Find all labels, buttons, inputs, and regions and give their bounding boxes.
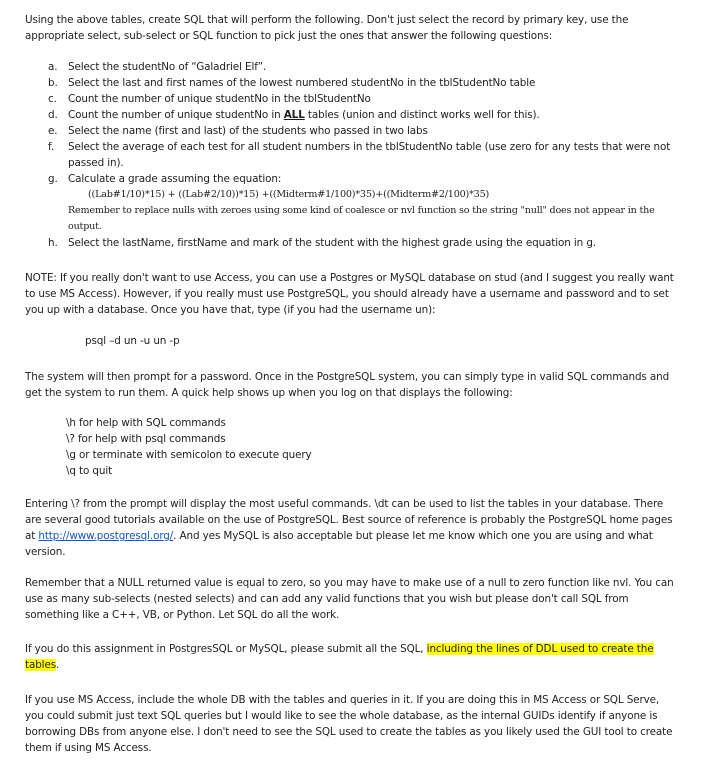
submit-text-after: . <box>56 659 60 671</box>
list-marker: f. <box>48 141 54 153</box>
list-marker: b. <box>48 77 58 89</box>
question-h: Select the lastName, firstName and mark of the student with the highest grade using the equation in g. <box>68 237 596 249</box>
postgresql-link[interactable]: http://www.postgresql.org/ <box>38 530 174 542</box>
question-d <box>68 107 674 123</box>
question-list <box>48 59 674 251</box>
question-c: Count the number of unique studentNo in the tblStudentNo <box>68 93 371 105</box>
question-e: Select the name (first and last) of the students who passed in two labs <box>68 125 428 137</box>
question-d-after: tables (union and distinct works well for this). <box>304 109 540 121</box>
list-item <box>48 91 674 107</box>
question-f: Select the average of each test for all student numbers in the tblStudentNo table (use zero for any tests that were not passed in). <box>68 141 671 169</box>
system-prompt-paragraph: The system will then prompt for a password. Once in the PostgreSQL system, you can simply type in valid SQL commands and get the system to run them. A quick help shows up when you log on that displays the following: <box>25 371 670 399</box>
list-item <box>48 75 674 91</box>
list-marker: d. <box>48 109 58 121</box>
list-marker: a. <box>48 61 58 73</box>
ddl-highlight: including the lines of DDL used to create the tables <box>25 643 654 671</box>
entering-text: Entering \? from the prompt will display the most useful commands. \dt can be used to list the tables in your database. There are several good tutorials available on the use of PostgreSQL. Best source of reference is probably the PostgreSQL home pages at <box>25 498 673 542</box>
null-paragraph: Remember that a NULL returned value is equal to zero, so you may have to make use of a null to zero function like nvl. You can use as many sub-selects (nested selects) and can add any valid functions that you wish but please don't call SQL from something like a C++, VB, or Python. Let SQL do all the work. <box>25 577 674 621</box>
question-b: Select the last and first names of the lowest numbered studentNo in the tblStudentNo table <box>68 77 536 89</box>
intro-paragraph: Using the above tables, create SQL that will perform the following. Don't just select the record by primary key, use the appropriate select, sub-select or SQL function to pick just the ones that answer the following questions: <box>25 14 629 42</box>
help-line: \q to quit <box>66 465 113 477</box>
list-marker: h. <box>48 237 58 249</box>
question-d-before: Count the number of unique studentNo in <box>68 109 284 121</box>
list-item <box>48 59 674 75</box>
submit-paragraph <box>25 641 674 673</box>
note-paragraph: NOTE: If you really don't want to use Access, you can use a Postgres or MySQL database on stud (and I suggest you really want to use MS Access). However, if you really must use PostgreSQL, you should already have a username and password and to set you up with a database. Once you have that, type (if you had the username un): <box>25 272 674 316</box>
list-marker: c. <box>48 93 57 105</box>
list-marker: g. <box>48 173 58 185</box>
list-item <box>48 123 674 139</box>
grade-equation: ((Lab#1/10)*15) + ((Lab#2/10))*15) +((Midterm#1/100)*35)+((Midterm#2/100)*35) <box>88 189 490 200</box>
entering-paragraph <box>25 496 674 560</box>
psql-command: psql –d un -u un -p <box>85 335 180 347</box>
list-marker: e. <box>48 125 58 137</box>
question-a: Select the studentNo of “Galadriel Elf”. <box>68 61 267 73</box>
question-g-text: Calculate a grade assuming the equation: <box>68 173 282 185</box>
list-item <box>48 171 674 235</box>
help-line: \? for help with psql commands <box>66 433 226 445</box>
list-item <box>48 107 674 123</box>
list-item <box>48 235 674 251</box>
list-item <box>48 139 674 171</box>
coalesce-reminder: Remember to replace nulls with zeroes using some kind of coalesce or nvl function so the string "null" does not appear in the output. <box>68 205 655 232</box>
help-line: \g or terminate with semicolon to execute query <box>66 449 312 461</box>
access-paragraph: If you use MS Access, include the whole DB with the tables and queries in it. If you are doing this in MS Access or SQL Serve, you could submit just text SQL queries but I would like to see the whole database, as the internal GUIDs identify if anyone is borrowing DBs from anyone else. I don't need to see the SQL used to create the tables as you likely used the GUI tool to create them if using MS Access. <box>25 694 673 754</box>
submit-text: If you do this assignment in PostgresSQL or MySQL, please submit all the SQL, <box>25 643 427 655</box>
help-list <box>66 415 312 479</box>
entering-text-after: . And yes MySQL is also acceptable but please let me know which one you are using and what version. <box>25 530 653 558</box>
help-line: \h for help with SQL commands <box>66 417 226 429</box>
question-g <box>68 171 674 235</box>
emphasis-all: ALL <box>283 109 305 121</box>
